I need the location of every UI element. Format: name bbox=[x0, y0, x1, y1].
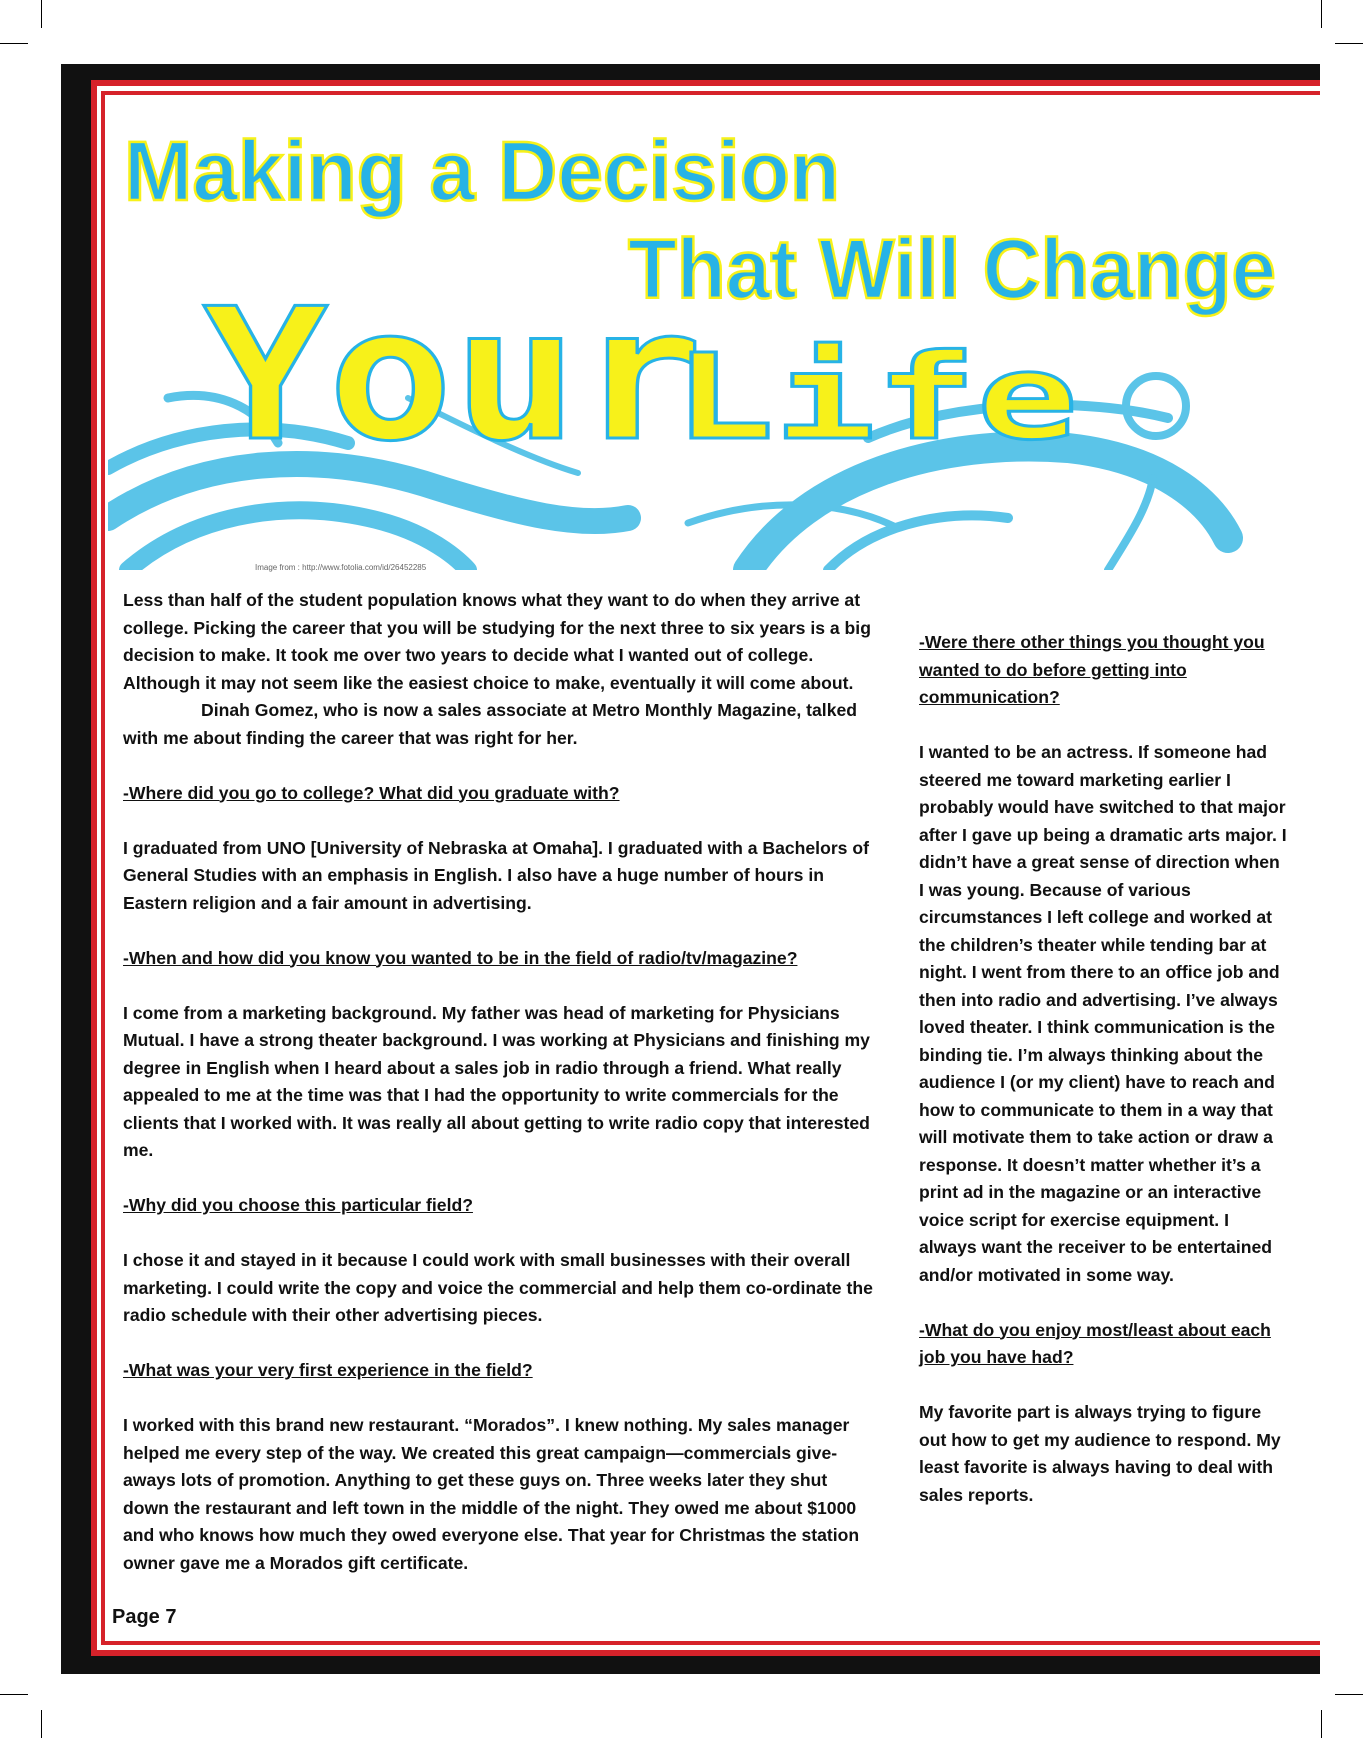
crop-mark bbox=[41, 1710, 42, 1738]
crop-mark bbox=[0, 43, 28, 44]
interview-answer: I come from a marketing background. My father was head of marketing for Physicians Mutual. I have a strong theater background. I was working at Physicians and finishing my degree in English when I heard about a sales job in radio through a friend. What really appealed to me at the time was that I had the opportunity to write commercials for the clients that I worked with. It was really all about getting to write radio copy that interested me. bbox=[123, 1002, 870, 1160]
interview-question: -What do you enjoy most/least about each job you have had? bbox=[919, 1319, 1271, 1367]
image-credit: Image from : http://www.fotolia.com/id/26452285 bbox=[255, 563, 427, 572]
title-line1: Making a Decision bbox=[124, 124, 840, 218]
crop-mark bbox=[0, 1694, 28, 1695]
page-number: Page 7 bbox=[112, 1606, 177, 1628]
interview-answer: I chose it and stayed in it because I could work with small businesses with their overall marketing. I could write the copy and voice the commercial and help them co-ordinate the radio schedule with their other advertising pieces. bbox=[123, 1250, 873, 1325]
article-right-column bbox=[919, 629, 1289, 1509]
crop-mark bbox=[41, 0, 42, 28]
interview-question: -When and how did you know you wanted to be in the field of radio/tv/magazine? bbox=[123, 947, 798, 968]
crop-mark bbox=[1335, 1694, 1363, 1695]
hero-title-art bbox=[108, 98, 1303, 570]
interview-question: -Where did you go to college? What did you graduate with? bbox=[123, 782, 620, 803]
crop-mark bbox=[1321, 1710, 1322, 1738]
interview-question: -Were there other things you thought you wanted to do before getting into communication? bbox=[919, 632, 1265, 707]
title-life: Life bbox=[673, 328, 1078, 466]
interview-answer: My favorite part is always trying to figure out how to get my audience to respond. My least favorite is always having to deal with sales reports. bbox=[919, 1402, 1281, 1505]
intro-paragraph: Less than half of the student population knows what they want to do when they arrive at college. Picking the career that you will be studying for the next three to six years is a big decision to make. It took me over two years to decide what I wanted out of college. Although it may not seem like the easiest choice to make, eventually it will come about. bbox=[123, 590, 871, 693]
article-left-column bbox=[123, 587, 873, 1577]
crop-mark bbox=[1335, 43, 1363, 44]
crop-mark bbox=[1321, 0, 1322, 28]
interview-question: -What was your very first experience in the field? bbox=[123, 1360, 533, 1380]
interview-answer: I graduated from UNO [University of Nebraska at Omaha]. I graduated with a Bachelors of General Studies with an emphasis in English. I also have a huge number of hours in Eastern religion and a fair amount in advertising. bbox=[123, 837, 869, 913]
title-text bbox=[124, 124, 1276, 481]
intro-paragraph: Dinah Gomez, who is now a sales associate at Metro Monthly Magazine, talked with me about finding the career that was right for her. bbox=[123, 700, 858, 748]
interview-answer: I wanted to be an actress. If someone had steered me toward marketing earlier I probably would have switched to that major after I gave up being a dramatic arts major. I didn’t have a great sense of direction when I was young. Because of various circumstances I left college and worked at the children’s theater while tending bar at night. I went from there to an office job and then into radio and advertising. I’ve always loved theater. I think communication is the binding tie. I’m always thinking about the audience I (or my client) have to reach and how to communicate to them in a way that will motivate them to take action or draw a response. It doesn’t matter whether it’s a print ad in the magazine or an interactive voice script for exercise equipment. I always want the receiver to be entertained and/or motivated in some way. bbox=[919, 742, 1287, 1285]
interview-answer: I worked with this brand new restaurant. “Morados”. I knew nothing. My sales manager helped me every step of the way. We created this great campaign—commercials give-aways lots of promotion. Anything to get these guys on. Three weeks later they shut down the restaurant and left town in the middle of the night. They owed me about $1000 and who knows how much they owed everyone else. That year for Christmas the station owner gave me a Morados gift certificate. bbox=[123, 1415, 860, 1573]
ring-decoration bbox=[1126, 376, 1186, 436]
title-your: Your bbox=[203, 269, 703, 481]
title-line2: That Will Change bbox=[628, 222, 1276, 316]
interview-question: -Why did you choose this particular field? bbox=[123, 1195, 473, 1215]
